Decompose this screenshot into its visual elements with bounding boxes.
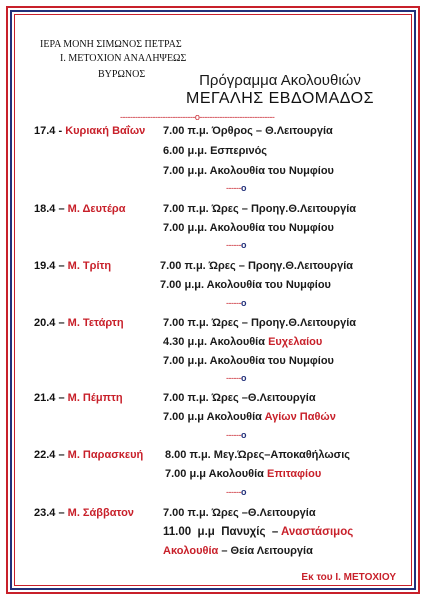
separator-o: o — [240, 430, 246, 440]
day-date: 23.4 – — [34, 507, 65, 519]
service-line: 6.00 μ.μ. Εσπερινός — [163, 145, 268, 157]
service-line: 7.00 π.μ. Όρθρος – Θ.Λειτουργία — [163, 125, 333, 137]
separator-o: o — [240, 487, 246, 497]
service-text: 4.30 μ.μ. Ακολουθία — [163, 336, 265, 348]
service-highlight: Ακολουθία — [163, 545, 219, 557]
day-date: 18.4 – — [34, 203, 65, 215]
service-line: 7.00 π.μ. Ώρες –Θ.Λειτουργία — [163, 392, 316, 404]
service-line: 7.00 μ.μ. Ακολουθία του Νυμφίου — [160, 279, 331, 291]
day-name: Μ. Δευτέρα — [67, 203, 126, 215]
location-name: ΒΥΡΩΝΟΣ — [98, 69, 146, 80]
schedule-title: Πρόγραμμα Ακολουθιών — [199, 72, 361, 89]
separator-text: ------------------------------o------------------------------ — [120, 112, 275, 122]
service-line: 7.00 μ.μ. Ακολουθία του Νυμφίου — [163, 165, 334, 177]
day-separator — [226, 240, 246, 250]
separator-dashes: ------ — [226, 373, 241, 383]
service-line — [163, 526, 353, 538]
day-thursday — [34, 392, 123, 404]
day-tuesday — [34, 260, 111, 272]
service-line: 7.00 μ.μ. Ακολουθία του Νυμφίου — [163, 355, 334, 367]
day-saturday — [34, 507, 134, 519]
day-separator — [226, 298, 246, 308]
day-friday — [34, 449, 143, 461]
footer-signature: Εκ του Ι. ΜΕΤΟΧΙΟΥ — [301, 572, 396, 583]
separator-dashes: ------ — [226, 430, 241, 440]
day-name: Μ. Τετάρτη — [67, 317, 124, 329]
day-name: Κυριακή Βαΐων — [65, 125, 146, 137]
day-monday — [34, 203, 126, 215]
day-name: Μ. Πέμπτη — [67, 392, 123, 404]
service-line — [165, 468, 321, 480]
service-highlight: Αγίων Παθών — [264, 411, 336, 423]
service-line: 7.00 π.μ. Ώρες – Προηγ.Θ.Λειτουργία — [160, 260, 354, 272]
separator-dashes: ------ — [226, 240, 241, 250]
day-sunday — [34, 125, 145, 137]
holy-week-title: ΜΕΓΑΛΗΣ ΕΒΔΟΜΑΔΟΣ — [186, 90, 374, 107]
separator-dashes: ------ — [226, 183, 241, 193]
day-separator — [226, 430, 246, 440]
day-separator — [226, 183, 246, 193]
day-date: 22.4 – — [34, 449, 65, 461]
day-separator — [226, 487, 246, 497]
service-line — [163, 411, 336, 423]
day-date: 17.4 - — [34, 125, 63, 137]
service-line — [163, 545, 313, 557]
service-highlight: Αναστάσιμος — [281, 526, 354, 538]
day-name: Μ. Παρασκευή — [67, 449, 144, 461]
service-text: 7.00 μ.μ Ακολουθία — [165, 468, 264, 480]
separator-o: o — [240, 373, 246, 383]
service-line — [163, 336, 322, 348]
separator-dashes: ------ — [226, 298, 241, 308]
separator-o: o — [240, 183, 246, 193]
separator-o: o — [240, 298, 246, 308]
top-separator — [120, 112, 274, 122]
day-date: 21.4 – — [34, 392, 65, 404]
day-wednesday — [34, 317, 124, 329]
service-line: 7.00 π.μ. Ώρες – Προηγ.Θ.Λειτουργία — [163, 203, 357, 215]
service-text: – Θεία Λειτουργία — [221, 545, 313, 557]
service-line: 8.00 π.μ. Μεγ.Ώρες–Αποκαθήλωσις — [165, 449, 350, 461]
day-name: Μ. Σάββατον — [67, 507, 134, 519]
metochion-name: Ι. ΜΕΤΟΧΙΟΝ ΑΝΑΛΗΨΕΩΣ — [60, 53, 187, 64]
service-line: 7.00 π.μ. Ώρες –Θ.Λειτουργία — [163, 507, 316, 519]
day-date: 20.4 – — [34, 317, 65, 329]
day-date: 19.4 – — [34, 260, 65, 272]
service-line: 7.00 π.μ. Ώρες – Προηγ.Θ.Λειτουργία — [163, 317, 357, 329]
service-text: 7.00 μ.μ Ακολουθία — [163, 411, 262, 423]
day-separator — [226, 373, 246, 383]
separator-dashes: ------ — [226, 487, 241, 497]
monastery-name: ΙΕΡΑ ΜΟΝΗ ΣΙΜΩΝΟΣ ΠΕΤΡΑΣ — [40, 39, 182, 50]
service-highlight: Επιταφίου — [267, 468, 322, 480]
service-text: 11.00 μ.μ Πανυχίς – — [163, 526, 279, 538]
day-name: Μ. Τρίτη — [67, 260, 112, 272]
separator-o: o — [240, 240, 246, 250]
service-line: 7.00 μ.μ. Ακολουθία του Νυμφίου — [163, 222, 334, 234]
service-highlight: Ευχελαίου — [268, 336, 323, 348]
